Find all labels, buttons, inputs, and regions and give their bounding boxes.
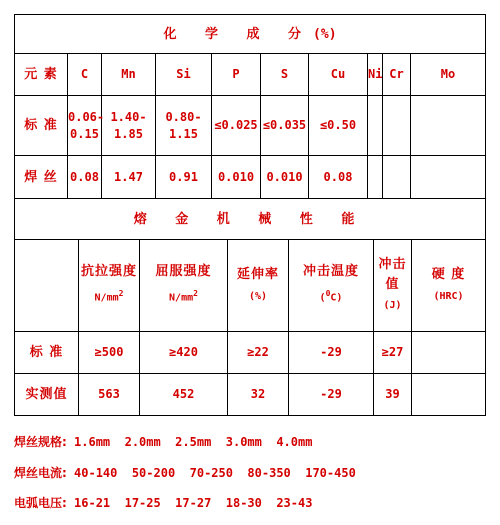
mech-standard-elongation: ≥22	[228, 332, 289, 374]
chem-standard-label: 标 准	[15, 96, 68, 156]
impact-temp-label: 冲击温度	[302, 264, 359, 280]
mech-header-hardness	[412, 240, 486, 332]
mech-measured-impact-temp: -29	[289, 374, 374, 416]
mech-measured-label: 实测值	[15, 374, 79, 416]
chem-wire-mn: 1.47	[102, 156, 156, 199]
spec-line-current	[14, 464, 356, 481]
tensile-unit: N/mm	[94, 292, 119, 304]
mech-header-tensile	[79, 240, 140, 332]
chem-wire-cr	[383, 156, 411, 199]
chem-standard-cu: ≤0.50	[309, 96, 368, 156]
mech-standard-label: 标 准	[15, 332, 79, 374]
mech-measured-yield: 452	[140, 374, 228, 416]
chem-header-p: P	[212, 54, 261, 96]
chem-standard-c: 0.06-0.15	[68, 96, 102, 156]
chem-wire-si: 0.91	[156, 156, 212, 199]
impact-temp-unit-tail: C)	[330, 292, 343, 304]
chem-standard-cr	[383, 96, 411, 156]
wire-size-label: 焊丝规格:	[14, 435, 67, 449]
chem-header-s: S	[261, 54, 309, 96]
mech-header-impact-temp	[289, 240, 374, 332]
yield-label: 屈服强度	[155, 264, 212, 280]
mech-standard-tensile: ≥500	[79, 332, 140, 374]
current-label: 焊丝电流:	[14, 466, 67, 480]
mech-measured-row	[15, 374, 486, 416]
chem-standard-ni	[368, 96, 383, 156]
chem-standard-si: 0.80-1.15	[156, 96, 212, 156]
chem-wire-ni	[368, 156, 383, 199]
impact-value-label: 冲击值	[378, 256, 407, 292]
chem-standard-s: ≤0.035	[261, 96, 309, 156]
chem-unit: (%)	[313, 26, 337, 42]
mech-header-blank	[15, 240, 79, 332]
hardness-unit: (HRC)	[433, 290, 464, 302]
voltage-values: 16-21 17-25 17-27 18-30 23-43	[66, 496, 313, 510]
mechanical-properties-table	[14, 198, 486, 416]
chem-header-cu: Cu	[309, 54, 368, 96]
chem-header-row	[15, 54, 486, 96]
impact-temp-unit-sup: 0	[325, 289, 331, 299]
impact-temp-unit-open: (	[319, 292, 326, 304]
chem-standard-mn: 1.40-1.85	[102, 96, 156, 156]
chem-wire-label: 焊 丝	[15, 156, 68, 199]
mech-standard-impact-temp: -29	[289, 332, 374, 374]
spec-line-wire-size	[14, 433, 312, 450]
voltage-label: 电弧电压:	[14, 496, 67, 510]
mech-header-elongation	[228, 240, 289, 332]
chem-header-si: Si	[156, 54, 212, 96]
chem-header-mo: Mo	[411, 54, 486, 96]
current-values: 40-140 50-200 70-250 80-350 170-450	[66, 466, 356, 480]
elongation-label: 延伸率	[236, 266, 279, 282]
chem-header-ni: Ni	[368, 54, 383, 96]
mech-measured-impact-value: 39	[374, 374, 412, 416]
chem-wire-cu: 0.08	[309, 156, 368, 199]
wire-size-values: 1.6mm 2.0mm 2.5mm 3.0mm 4.0mm	[66, 435, 313, 449]
mech-title: 熔 金 机 械 性 能	[15, 199, 486, 240]
chem-title-cell	[15, 15, 486, 54]
chem-wire-mo	[411, 156, 486, 199]
mech-header-yield	[140, 240, 228, 332]
chem-wire-p: 0.010	[212, 156, 261, 199]
mech-header-impact-value	[374, 240, 412, 332]
yield-unit-sup: 2	[193, 289, 198, 299]
chem-standard-mo	[411, 96, 486, 156]
mech-standard-yield: ≥420	[140, 332, 228, 374]
mech-standard-impact-value: ≥27	[374, 332, 412, 374]
chem-wire-s: 0.010	[261, 156, 309, 199]
tensile-label: 抗拉强度	[80, 264, 137, 280]
chem-header-cr: Cr	[383, 54, 411, 96]
yield-unit: N/mm	[169, 292, 194, 304]
spec-line-voltage	[14, 494, 312, 511]
mech-standard-row	[15, 332, 486, 374]
chem-standard-p: ≤0.025	[212, 96, 261, 156]
chem-header-element: 元 素	[15, 54, 68, 96]
welding-spec-sheet	[14, 14, 485, 422]
mech-header-row	[15, 240, 486, 332]
chem-standard-row	[15, 96, 486, 156]
hardness-label: 硬 度	[431, 266, 466, 282]
chem-title: 化 学 成 分	[163, 26, 314, 42]
tensile-unit-sup: 2	[118, 289, 124, 299]
mech-measured-tensile: 563	[79, 374, 140, 416]
chem-wire-row	[15, 156, 486, 199]
elongation-unit: (%)	[248, 290, 268, 302]
chem-wire-c: 0.08	[68, 156, 102, 199]
impact-value-unit: (J)	[383, 299, 402, 311]
mech-measured-hardness	[412, 374, 486, 416]
chem-header-mn: Mn	[102, 54, 156, 96]
mech-standard-hardness	[412, 332, 486, 374]
chem-header-c: C	[68, 54, 102, 96]
mech-measured-elongation: 32	[228, 374, 289, 416]
chemical-composition-table	[14, 14, 486, 199]
